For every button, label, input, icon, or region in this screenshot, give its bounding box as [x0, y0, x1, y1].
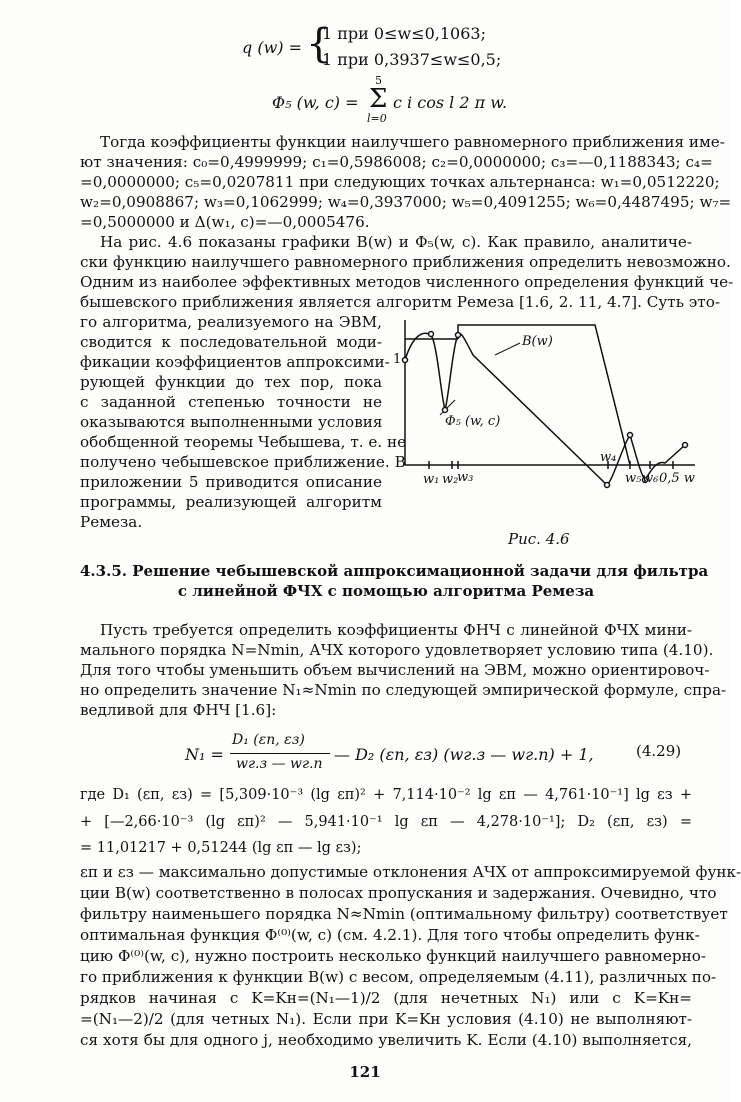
para5-line: рядков начиная с K=Kн=(N₁—1)/2 (для нечетных N₁) или с K=Kн=: [80, 989, 692, 1007]
para1-line: =0,5000000 и Δ(w₁, c)=—0,0005476.: [80, 213, 370, 231]
para2-line: Одним из наиболее эффективных методов численного определения функций че-: [80, 273, 734, 291]
figure-4-6: [395, 315, 700, 500]
formula-phi-rhs: c i cos l 2 π w.: [393, 93, 508, 112]
figure-caption: Рис. 4.6: [508, 530, 570, 548]
para2-narrow-line: обобщенной теоремы Чебышева, т. е. не: [80, 433, 407, 451]
para5-line: го приближения к функции B(w) с весом, определяемым (4.11), различных по-: [80, 968, 717, 986]
para1-line: Тогда коэффициенты функции наилучшего равномерного приближения име-: [100, 133, 725, 151]
para1-line: w₂=0,0908867; w₃=0,1062999; w₄=0,3937000; w₅=0,4091255; w₆=0,4487495; w₇=: [80, 193, 732, 211]
para3-line: ведливой для ФНЧ [1.6]:: [80, 701, 277, 719]
section-heading-line2: с линейной ФЧХ с помощью алгоритма Ремеза: [177, 582, 595, 600]
para2-narrow-line: оказываются выполненными условия: [80, 413, 383, 431]
formula-q-case2: 1 при 0,3937≤w≤0,5;: [322, 50, 502, 69]
formula-q-lhs: q (w) =: [242, 38, 302, 57]
para5-line: ся хотя бы для одного j, необходимо увеличить K. Если (4.10) выполняется,: [80, 1031, 692, 1049]
para3-line: мального порядка N=Nmin, АЧХ которого удовлетворяет условию типа (4.10).: [80, 641, 714, 659]
para1-line: ют значения: c₀=0,4999999; c₁=0,5986008; c₂=0,0000000; c₃=—0,1188343; c₄=: [80, 153, 713, 171]
para2-line: бышевского приближения является алгоритм Ремеза [1.6, 2. 11, 4.7]. Суть это-: [80, 293, 720, 311]
formula-phi-lhs: Φ₅ (w, c) =: [272, 93, 359, 112]
formula-phi-sum-top: 5: [375, 74, 382, 87]
para5-line: εп и εз — максимально допустимые отклонения АЧХ от аппроксимируемой функ-: [80, 863, 741, 881]
formula-n1-number: (4.29): [636, 742, 682, 760]
formula-n1-rhs: — D₂ (εп, εз) (wг.з — wг.п) + 1,: [334, 745, 594, 764]
label-b: B(w): [522, 334, 553, 349]
label-w1: w₁: [423, 472, 440, 487]
para2-narrow-line: рующей функции до тех пор, пока: [80, 373, 382, 391]
para4-line: + [—2,66·10⁻³ (lg εп)² — 5,941·10⁻¹ lg εп — 4,278·10⁻¹]; D₂ (εп, εз) =: [80, 814, 692, 830]
para2-narrow-line: Ремеза.: [80, 513, 143, 531]
formula-q-case1: 1 при 0≤w≤0,1063;: [322, 24, 486, 43]
label-w5: w₅: [625, 471, 642, 486]
para2-narrow-line: программы, реализующей алгоритм: [80, 493, 382, 511]
para2-line: На рис. 4.6 показаны графики B(w) и Φ₅(w, c). Как правило, аналитиче-: [100, 233, 692, 251]
formula-q-brace: {: [306, 21, 332, 67]
label-w4: w₄: [600, 450, 617, 465]
para1-line: =0,0000000; c₅=0,0207811 при следующих точках альтернанса: w₁=0,0512220;: [80, 173, 720, 191]
formula-n1-den: wг.з — wг.п: [236, 756, 323, 772]
b-label-leader: [495, 343, 520, 355]
formula-n1-num: D₁ (εп, εз): [232, 732, 305, 748]
label-w6: w₆: [642, 471, 659, 486]
label-phi: Φ₅ (w, c): [445, 414, 501, 429]
label-w3: w₃: [457, 470, 474, 485]
formula-n1-fraction-bar: [230, 753, 330, 754]
para2-narrow-line: приложении 5 приводится описание: [80, 473, 382, 491]
para2-narrow-line: фикации коэффициентов аппроксими-: [80, 353, 390, 371]
para5-line: ции B(w) соответственно в полосах пропускания и задержания. Очевидно, что: [80, 884, 717, 902]
formula-n1-lhs: N₁ =: [185, 745, 224, 764]
formula-phi-sum-bottom: l=0: [367, 112, 387, 125]
para3-line: но определить значение N₁≈Nmin по следующей эмпирической формуле, спра-: [80, 681, 727, 699]
para2-narrow-line: го алгоритма, реализуемого на ЭВМ,: [80, 313, 382, 331]
para4-line: где D₁ (εп, εз) = [5,309·10⁻³ (lg εп)² + 7,114·10⁻² lg εп — 4,761·10⁻¹] lg εз +: [80, 787, 692, 803]
para3-line: Для того чтобы уменьшить объем вычислений на ЭВМ, можно ориентировоч-: [80, 661, 710, 679]
para2-line: ски функцию наилучшего равномерного приближения определить невозможно.: [80, 253, 731, 271]
para2-narrow-line: с заданной степенью точности не: [80, 393, 382, 411]
para2-narrow-line: получено чебышевское приближение. В: [80, 453, 406, 471]
para5-line: =(N₁—2)/2 (для четных N₁). Если при K=Kн условия (4.10) не выполняют-: [80, 1010, 692, 1028]
formula-phi-sum: Σ: [369, 84, 388, 114]
label-w2: w₂: [442, 472, 459, 487]
para4-line: = 11,01217 + 0,51244 (lg εп — lg εз);: [80, 840, 362, 856]
para2-narrow-line: сводится к последовательной моди-: [80, 333, 382, 351]
label-end: 0,5 w: [659, 471, 695, 486]
page-number: 121: [349, 1063, 381, 1081]
para5-line: фильтру наименьшего порядка N≈Nmin (оптимальному фильтру) соответствует: [80, 905, 728, 923]
para5-line: цию Φ⁽⁰⁾(w, c), нужно построить несколько функций наилучшего равномерно-: [80, 947, 706, 965]
para5-line: оптимальная функция Φ⁽⁰⁾(w, c) (см. 4.2.1). Для того чтобы определить функ-: [80, 926, 700, 944]
section-heading-line1: 4.3.5. Решение чебышевской аппроксимационной задачи для фильтра: [80, 562, 709, 580]
para3-line: Пусть требуется определить коэффициенты ФНЧ с линейной ФЧХ мини-: [100, 621, 692, 639]
label-one: 1: [393, 352, 402, 367]
